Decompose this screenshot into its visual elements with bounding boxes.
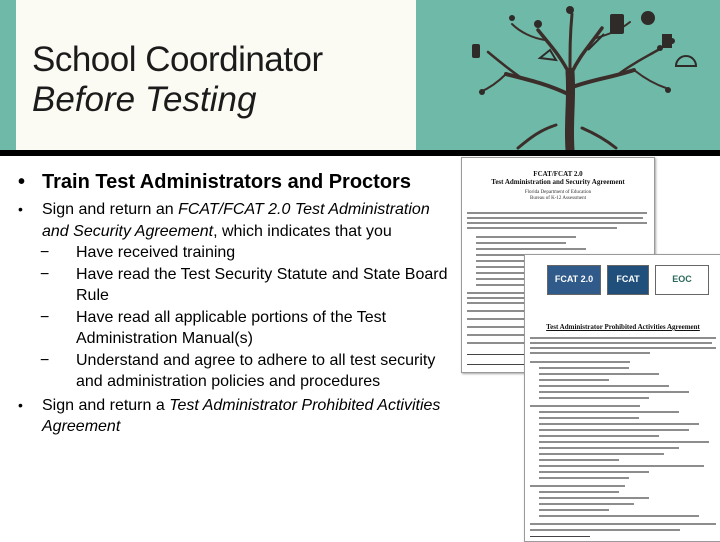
- tree-icon: [420, 0, 720, 150]
- sub-item-text: Have read all applicable portions of the Test Administration Manual(s): [76, 308, 387, 347]
- doc-title: FCAT/FCAT 2.0: [533, 170, 583, 178]
- puzzle-icon: [662, 34, 675, 48]
- bullet-text-pre: Sign and return a: [42, 396, 170, 414]
- microscope-icon: [472, 44, 480, 58]
- sub-item: − Have received training: [40, 244, 236, 261]
- bullet-text-pre: Sign and return an: [42, 201, 179, 218]
- prohibited-agreement-title: Test Administrator Prohibited Activities Agreement: [42, 396, 441, 435]
- flask-icon: [641, 11, 655, 25]
- protractor-icon: [676, 56, 696, 66]
- fcat2-logo: FCAT 2.0: [547, 265, 601, 295]
- agreement-title: FCAT/FCAT 2.0 Test Administration and Security Agreement: [42, 201, 430, 240]
- bullet-list: [18, 168, 458, 438]
- eoc-logo: EOC: [655, 265, 709, 295]
- fcat-logo: FCAT: [607, 265, 649, 295]
- sub-item: − Understand and agree to adhere to all test security and administration policies and procedures: [40, 351, 436, 390]
- calculator-icon: [610, 14, 624, 34]
- bullet-train-text: Train Test Administrators and Proctors: [42, 171, 411, 193]
- bullet-prohibited-activities: [18, 395, 458, 438]
- doc-subtitle: Florida Department of Education: [524, 190, 592, 195]
- sub-item-text: Have received training: [76, 244, 236, 261]
- bullet-text-post: , which indicates that you: [213, 222, 392, 240]
- header-divider: [0, 150, 720, 156]
- doc-title: Test Administration and Security Agreement: [491, 178, 625, 186]
- bullet-dot: •: [18, 171, 26, 193]
- sub-item-text: Have read the Test Security Statute and State Board Rule: [76, 265, 448, 304]
- prohibited-activities-document: [524, 254, 720, 542]
- sub-item-text: Understand and agree to adhere to all test security and administration policies and procedures: [76, 351, 436, 390]
- bullet-dot: •: [18, 396, 23, 413]
- bullet-train: [18, 168, 458, 197]
- bullet-security-agreement: [18, 199, 458, 242]
- slide-title: School Coordinator: [32, 40, 323, 79]
- sub-item: − Have read the Test Security Statute and State Board Rule: [40, 265, 448, 304]
- slide-subtitle: Before Testing: [32, 80, 257, 119]
- doc-title: Test Administrator Prohibited Activities Agreement: [546, 323, 700, 331]
- bullet-dot: •: [18, 201, 23, 217]
- sub-item: − Have read all applicable portions of the Test Administration Manual(s): [40, 308, 387, 347]
- doc-subtitle: Bureau of K-12 Assessment: [530, 196, 586, 201]
